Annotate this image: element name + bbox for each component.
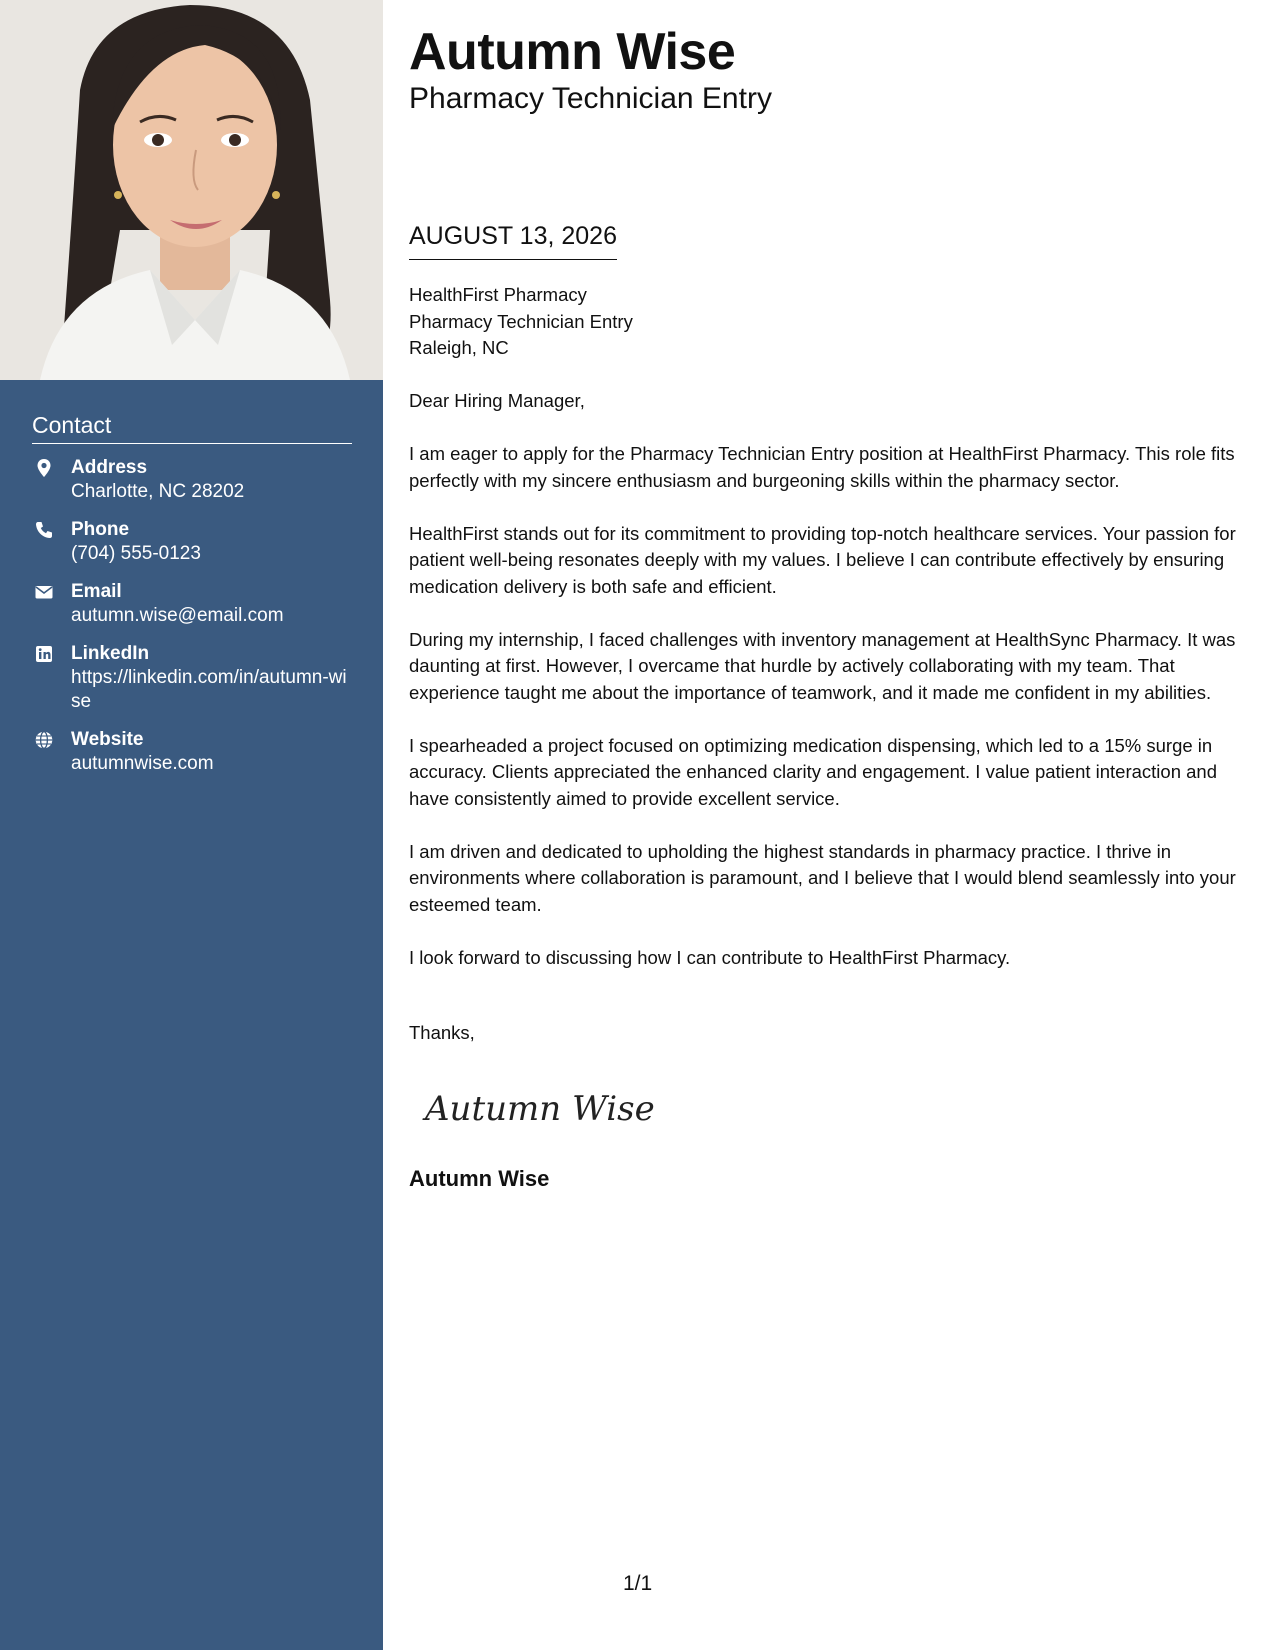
profile-photo (0, 0, 383, 380)
closing: Thanks, (409, 1022, 475, 1043)
applicant-role: Pharmacy Technician Entry (409, 82, 772, 115)
signature-image (421, 1078, 671, 1138)
email-link[interactable]: autumn.wise@email.com (71, 605, 284, 626)
contact-section (32, 412, 352, 790)
contact-item-address (32, 456, 352, 504)
contact-value: (704) 555-0123 (71, 543, 201, 564)
letter-body (409, 388, 1254, 998)
contact-item-email (32, 580, 352, 628)
greeting: Dear Hiring Manager, (409, 390, 585, 411)
recipient-company: HealthFirst Pharmacy (409, 284, 587, 305)
body-paragraph: During my internship, I faced challenges with inventory management at HealthSync Pharmacy. It was daunting at first. However, I overcame that hurdle by actively collaborating with my team. That experience taught me about the importance of teamwork, and it made me confident in my abilities. (409, 628, 1236, 703)
envelope-icon (34, 582, 54, 602)
linkedin-link[interactable]: https://linkedin.com/in/autumn-wise (71, 667, 347, 712)
body-paragraph: HealthFirst stands out for its commitment to providing top-notch healthcare services. Your passion for patient well-being resonates deeply with my values. I believe I can contribute effectively by ensuring medication delivery is both safe and efficient. (409, 522, 1236, 597)
contact-label: Phone (71, 519, 130, 540)
signer-name: Autumn Wise (409, 1166, 550, 1191)
phone-icon (34, 520, 54, 540)
contact-label: Email (71, 581, 122, 602)
website-link[interactable]: autumnwise.com (71, 753, 214, 774)
page-number: 1/1 (623, 1572, 653, 1595)
recipient-block (409, 282, 633, 362)
applicant-name: Autumn Wise (409, 23, 736, 81)
body-paragraph: I am eager to apply for the Pharmacy Technician Entry position at HealthFirst Pharmacy. This role fits perfectly with my sincere enthusiasm and burgeoning skills within the pharmacy sector. (409, 443, 1235, 491)
linkedin-icon (34, 644, 54, 664)
contact-value: Charlotte, NC 28202 (71, 481, 245, 502)
contact-item-linkedin (32, 642, 352, 714)
contact-label: Website (71, 729, 144, 750)
map-pin-icon (34, 458, 54, 478)
svg-text:Autumn Wise: Autumn Wise (425, 1089, 655, 1129)
recipient-position: Pharmacy Technician Entry (409, 310, 633, 332)
contact-label: Address (71, 457, 148, 478)
sidebar (0, 0, 383, 1650)
contact-label: LinkedIn (71, 643, 150, 664)
contact-title: Contact (32, 412, 352, 444)
letter-date: AUGUST 13, 2026 (409, 222, 617, 260)
contact-item-website (32, 728, 352, 776)
globe-icon (34, 730, 54, 750)
body-paragraph: I spearheaded a project focused on optimizing medication dispensing, which led to a 15% surge in accuracy. Clients appreciated the enhanced clarity and engagement. I value patient interaction and have consistently aimed to provide excellent service. (409, 734, 1218, 809)
body-paragraph: I am driven and dedicated to upholding the highest standards in pharmacy practice. I thrive in environments where collaboration is paramount, and I believe that I would blend seamlessly into your esteemed team. (409, 840, 1236, 915)
contact-item-phone (32, 518, 352, 566)
body-paragraph: I look forward to discussing how I can contribute to HealthFirst Pharmacy. (409, 946, 1011, 968)
recipient-location: Raleigh, NC (409, 337, 509, 358)
